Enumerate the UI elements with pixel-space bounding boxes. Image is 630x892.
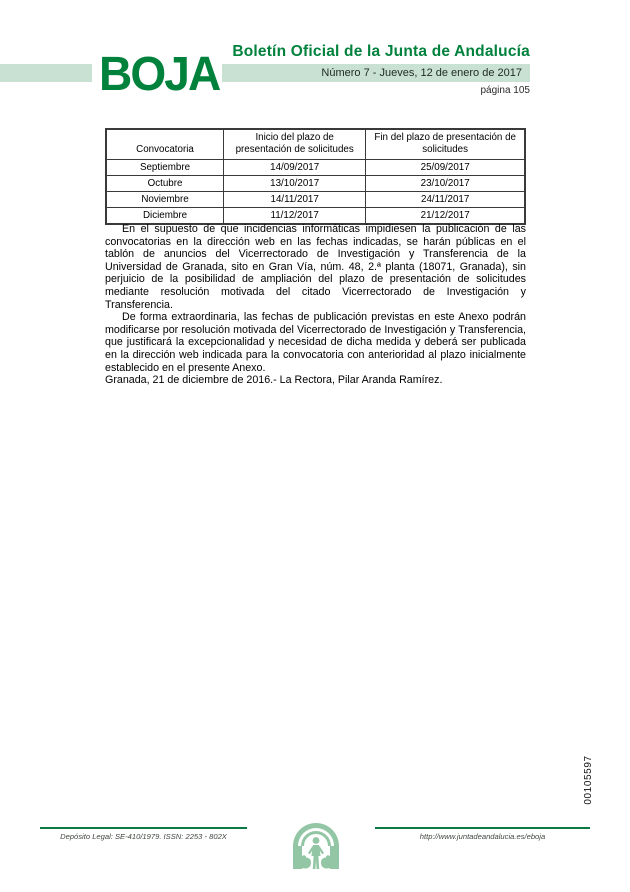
table-row [106,208,525,225]
cell-fin: 23/10/2017 [366,176,525,192]
footer-url [375,827,590,841]
table-row [106,192,525,208]
deadlines-table [105,128,526,225]
cell-fin: 25/09/2017 [366,160,525,176]
table-row [106,176,525,192]
document-body [105,223,526,387]
cell-inicio: 11/12/2017 [224,208,366,225]
cell-convocatoria: Octubre [106,176,224,192]
table-header-row [106,129,525,160]
vertical-document-code: 00105597 [583,755,594,805]
cell-convocatoria: Noviembre [106,192,224,208]
footer-deposit-legal [40,827,247,841]
table-row [106,160,525,176]
deposit-legal-text: Depósito Legal: SE-410/1979. ISSN: 2253 - 802X [60,832,227,841]
eboja-link[interactable]: http://www.juntadeandalucia.es/eboja [419,832,546,841]
col-header-convocatoria: Convocatoria [106,129,224,160]
col-header-fin-plazo: Fin del plazo de presentación de solicitudes [366,129,525,160]
cell-fin: 24/11/2017 [366,192,525,208]
bulletin-title: Boletín Oficial de la Junta de Andalucía [232,43,530,60]
junta-de-andalucia-emblem-icon [286,816,346,878]
cell-inicio: 14/11/2017 [224,192,366,208]
header-band-left [0,64,92,82]
boja-logo: BOJA [99,48,220,101]
paragraph: En el supuesto de que incidencias informáticas impidiesen la publicación de las convocatorias en la dirección web en las fechas indicadas, se harán públicas en el tablón de anuncios del Vicerrectorado de Investigación y Transferencia de la Universidad de Granada, sito en Gran Vía, núm. 48, 2.ª planta (18071, Granada), sin perjuicio de la posibilidad de ampliación del plazo de presentación de solicitudes mediante resolución motivada del citado Vicerrectorado de Investigación y Transferencia. [105,223,526,311]
issue-line: Número 7 - Jueves, 12 de enero de 2017 [321,67,522,79]
header-issue-band [222,64,530,82]
signature-line: Granada, 21 de diciembre de 2016.- La Rectora, Pilar Aranda Ramírez. [105,374,443,387]
col-header-inicio-plazo: Inicio del plazo de presentación de solicitudes [224,129,366,160]
cell-inicio: 13/10/2017 [224,176,366,192]
page-number: página 105 [480,85,530,96]
cell-convocatoria: Diciembre [106,208,224,225]
cell-inicio: 14/09/2017 [224,160,366,176]
cell-convocatoria: Septiembre [106,160,224,176]
paragraph: De forma extraordinaria, las fechas de publicación previstas en este Anexo podrán modificarse por resolución motivada del Vicerrectorado de Investigación y Transferencia, que justificará la excepcionalidad y necesidad de dicha medida y deberá ser publicada en la dirección web indicada para la convocatoria con anterioridad al plazo inicialmente establecido en el presente Anexo. [105,311,526,374]
cell-fin: 21/12/2017 [366,208,525,225]
